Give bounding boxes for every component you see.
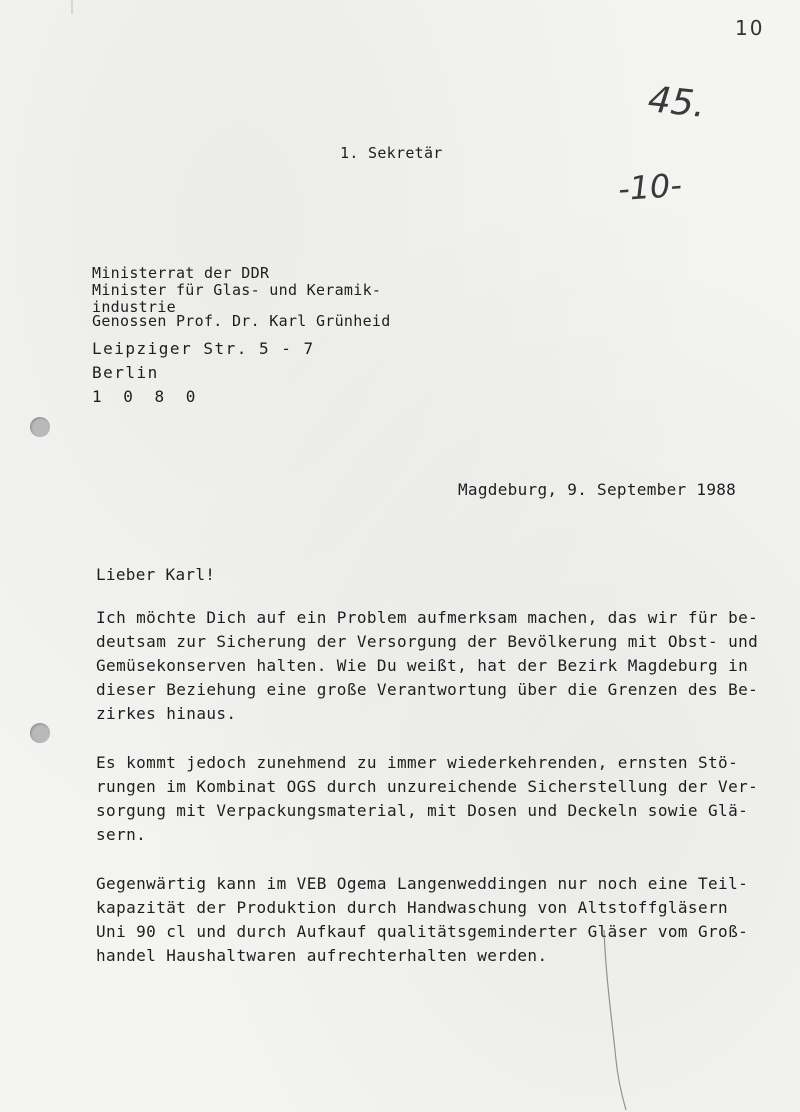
recipient-city: Berlin (92, 363, 159, 382)
paragraph-line: zirkes hinaus. (96, 704, 237, 723)
handwritten-mark-10: -10- (616, 165, 684, 209)
recipient-line-3: industrie (92, 298, 176, 316)
date-line: Magdeburg, 9. September 1988 (458, 480, 737, 499)
page-number: 10 (735, 16, 765, 40)
salutation: Lieber Karl! (96, 565, 216, 584)
paragraph-line: rungen im Kombinat OGS durch unzureichende Sicherstellung der Ver- (96, 777, 759, 796)
paragraph-line: sorgung mit Verpackungsmaterial, mit Dosen und Deckeln sowie Glä- (96, 801, 749, 820)
paragraph-line: handel Haushaltwaren aufrechterhalten werden. (96, 946, 548, 965)
paragraph-line: Gegenwärtig kann im VEB Ogema Langenweddingen nur noch eine Teil- (96, 874, 749, 893)
paragraph-line: Es kommt jedoch zunehmend zu immer wiederkehrenden, ernsten Stö- (96, 753, 739, 772)
recipient-line-4: Genossen Prof. Dr. Karl Grünheid (92, 312, 391, 330)
recipient-postal-code: 1 0 8 0 (92, 387, 202, 406)
recipient-line-1: Ministerrat der DDR (92, 264, 270, 282)
paragraph-line: Ich möchte Dich auf ein Problem aufmerksam machen, das wir für be- (96, 608, 759, 627)
sender-title: 1. Sekretär (340, 144, 443, 162)
paragraph-line: Uni 90 cl und durch Aufkauf qualitätsgeminderter Gläser vom Groß- (96, 922, 749, 941)
recipient-street: Leipziger Str. 5 - 7 (92, 339, 315, 358)
recipient-line-2: Minister für Glas- und Keramik- (92, 281, 382, 299)
paragraph-line: kapazität der Produktion durch Handwaschung von Altstoffgläsern (96, 898, 729, 917)
handwritten-mark-45: 45. (646, 79, 708, 126)
paragraph-line: dieser Beziehung eine große Verantwortung über die Grenzen des Be- (96, 680, 759, 699)
paragraph-line: Gemüsekonserven halten. Wie Du weißt, hat der Bezirk Magdeburg in (96, 656, 749, 675)
paragraph-line: deutsam zur Sicherung der Versorgung der Bevölkerung mit Obst- und (96, 632, 759, 651)
paragraph-line: sern. (96, 825, 147, 844)
